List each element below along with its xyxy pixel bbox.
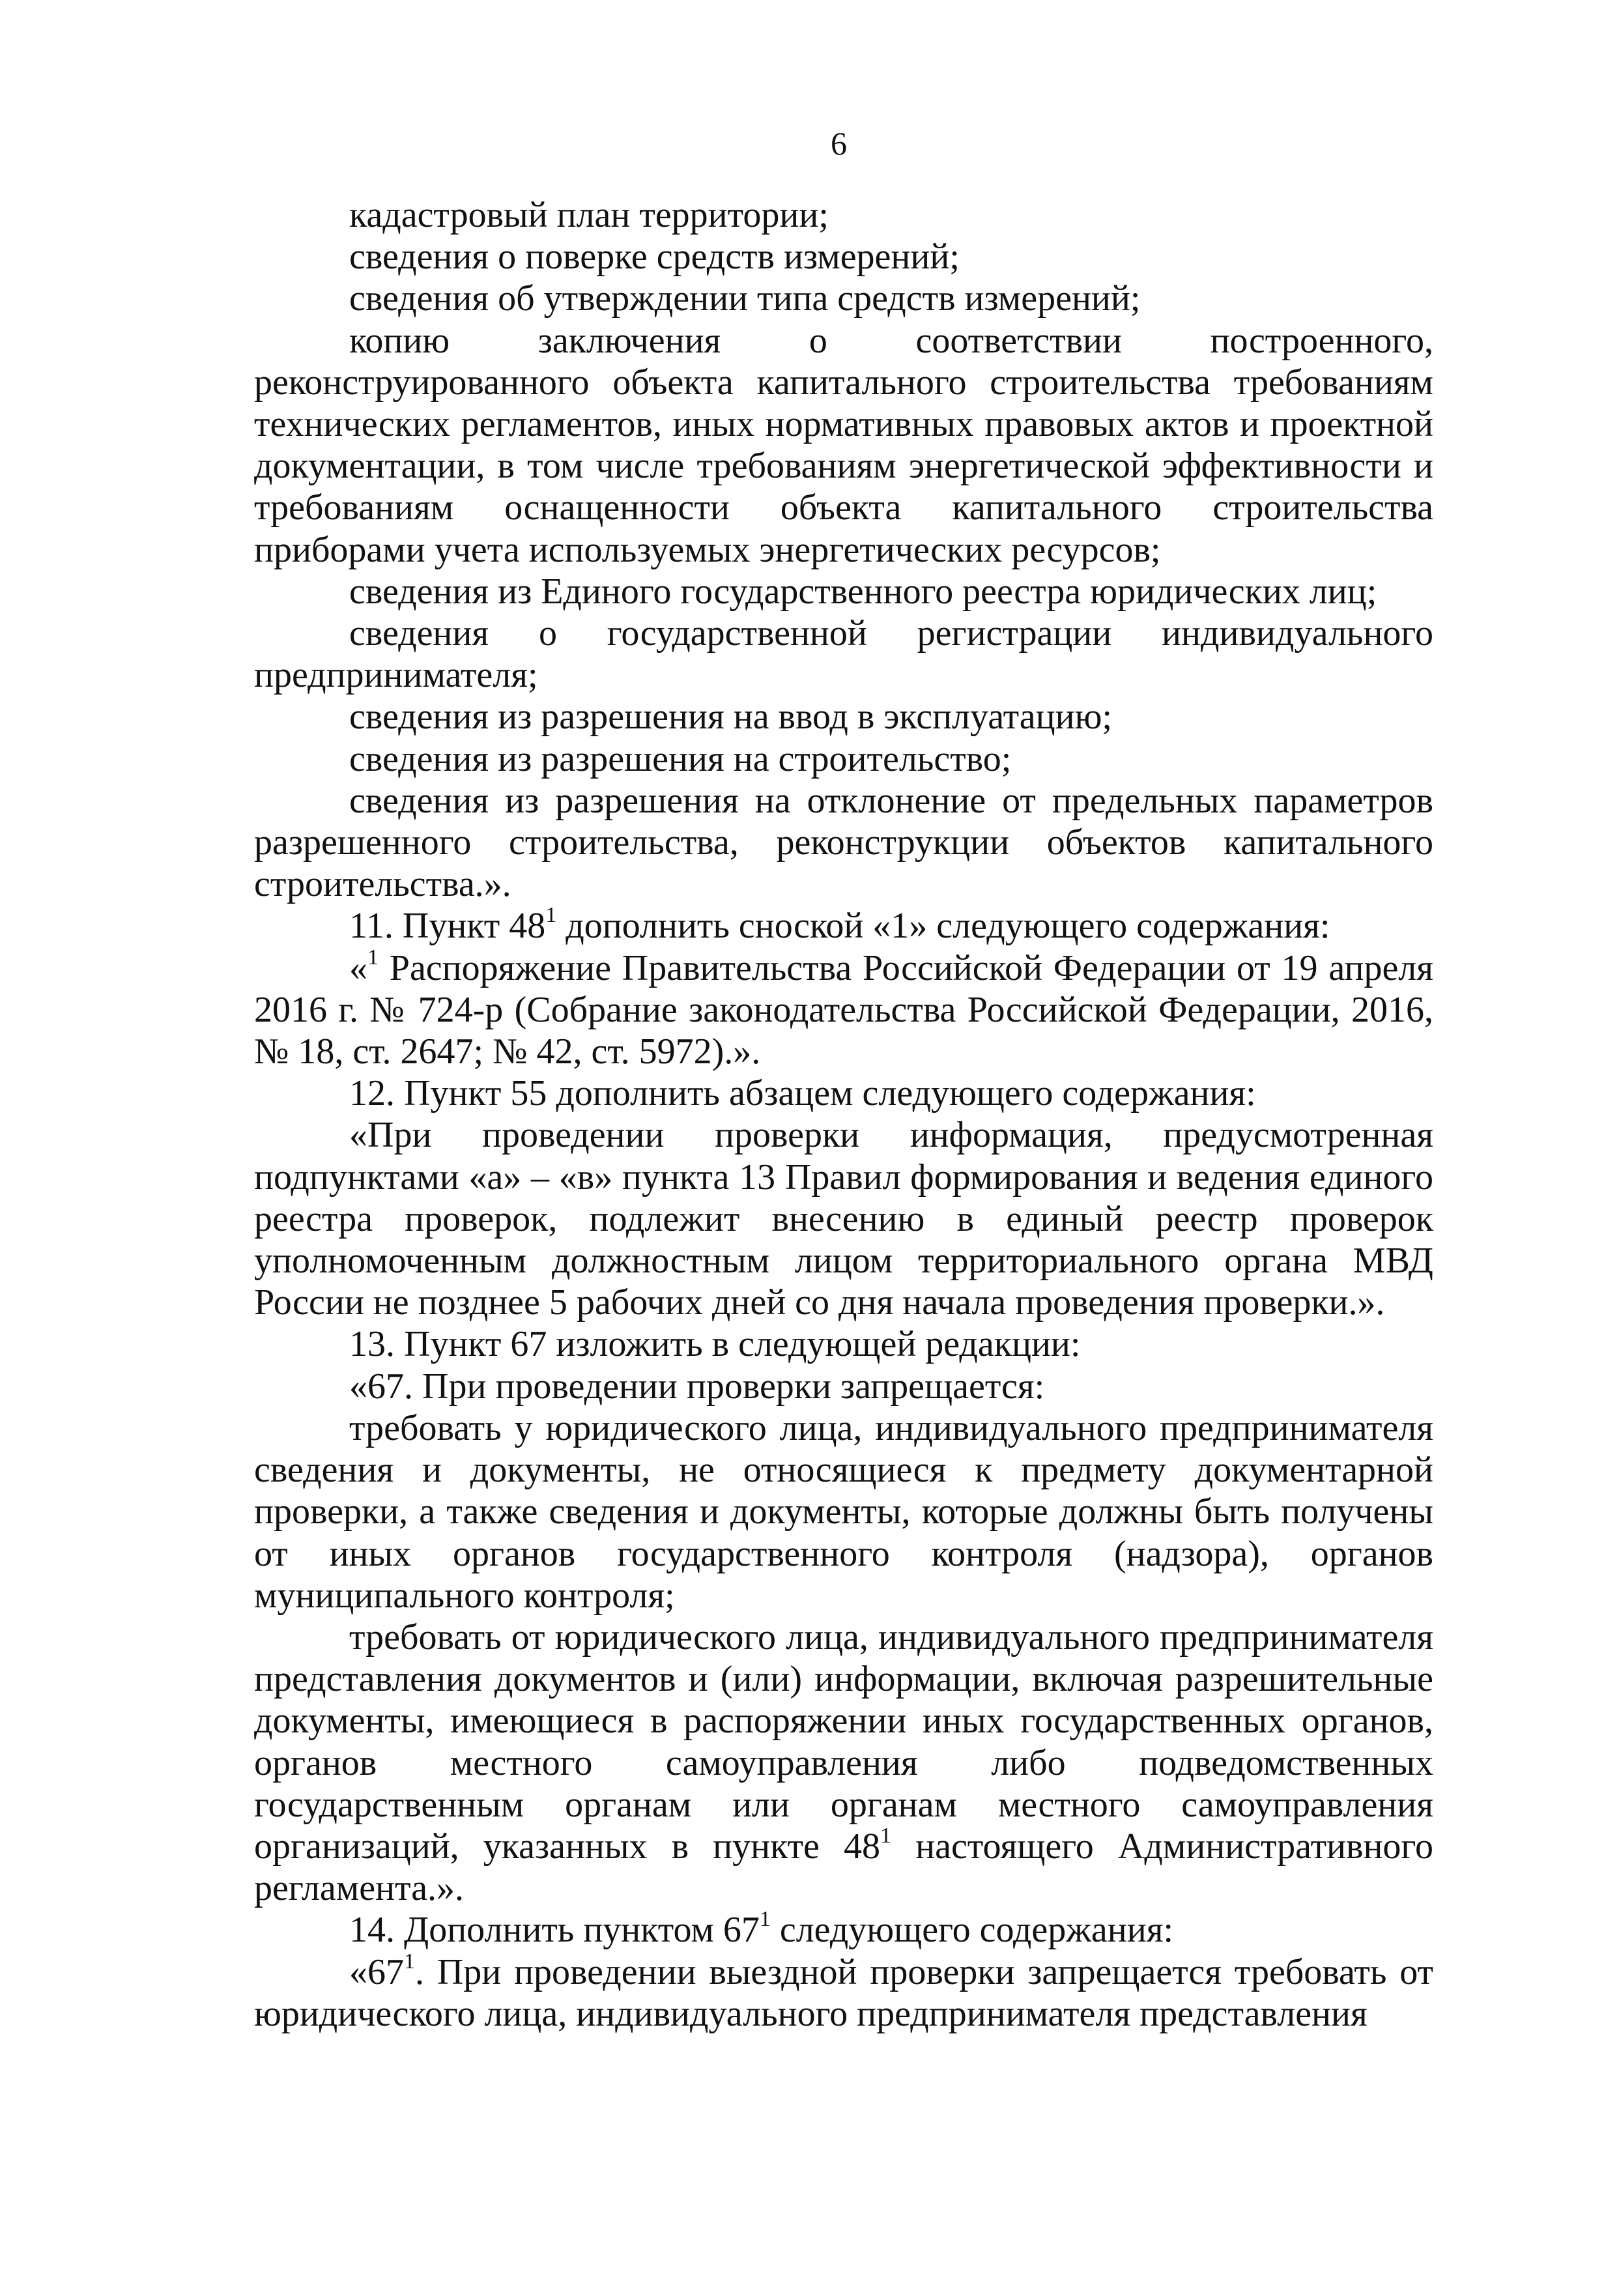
paragraph: копию заключения о соответствии построенного, реконструированного объекта капитального строительства требованиям технических регламентов, иных нормативных правовых актов и проектной документации, в том числе требованиям энергетической эффективности и требованиям оснащенности объекта капитального строительства приборами учета используемых энергетических ресурсов;: [254, 320, 1433, 570]
superscript: 1: [759, 1907, 771, 1932]
paragraph: «67. При проведении проверки запрещается:: [349, 1366, 1045, 1407]
superscript: 1: [367, 945, 379, 969]
paragraph: «При проведении проверки информация, предусмотренная подпунктами «а» – «в» пункта 13 Правил формирования и ведения единого реестра проверок, подлежит внесению в единый реестр проверок уполномоченным должностным лицом территориального органа МВД России не позднее 5 рабочих дней со дня начала проведения проверки.».: [254, 1115, 1433, 1323]
footnote-paragraph: «$^1$ Распоряжение Правительства Российской Федерации от 19 апреля 2016 г. № 724-р (Собрание законодательства Российской Федерации, 2016, № 18, ст. 2647; № 42, ст. 5972).».: [254, 945, 1433, 1072]
paragraph: сведения из разрешения на строительство;: [349, 738, 1012, 779]
paragraph: сведения о государственной регистрации индивидуального предпринимателя;: [254, 613, 1433, 696]
paragraph: 13. Пункт 67 изложить в следующей редакции:: [349, 1324, 1081, 1365]
paragraph: сведения об утверждении типа средств измерений;: [349, 278, 1141, 319]
paragraph: требовать от юридического лица, индивидуального предпринимателя представления документов и (или) информации, включая разрешительные документы, имеющиеся в распоряжении иных государственных органов, органов местного самоуправления либо подведомственных государственным органам или органам местного самоуправления организаций, указанных в пункте $48^1$ настоящего Административного регламента.».: [254, 1616, 1434, 1909]
paragraph: 12. Пункт 55 дополнить абзацем следующего содержания:: [349, 1073, 1256, 1114]
paragraph-item-11: 11. Пункт $48^1$ дополнить сноской «1» следующего содержания:: [349, 903, 1330, 947]
paragraph-item-14: 14. Дополнить пунктом $67^1$ следующего содержания:: [349, 1907, 1174, 1951]
paragraph: сведения из разрешения на отклонение от предельных параметров разрешенного строительства, реконструкции объектов капитального строительства.».: [254, 780, 1433, 905]
paragraph: требовать у юридического лица, индивидуального предпринимателя сведения и документы, не относящиеся к предмету документарной проверки, а также сведения и документы, которые должны быть получены от иных органов государственного контроля (надзора), органов муниципального контроля;: [254, 1407, 1433, 1616]
paragraph: кадастровый план территории;: [349, 195, 829, 235]
superscript: 1: [404, 1949, 415, 1973]
paragraph: сведения о поверке средств измерений;: [349, 237, 960, 278]
superscript: 1: [880, 1823, 892, 1848]
page-number: 6: [831, 125, 847, 162]
paragraph: сведения из разрешения на ввод в эксплуатацию;: [349, 696, 1112, 738]
paragraph: «$67^1$. При проведении выездной проверки запрещается требовать от юридического лица, индивидуального предпринимателя представления: [254, 1949, 1433, 2034]
superscript: 1: [545, 903, 557, 928]
document-body: [254, 194, 1433, 2035]
paragraph: сведения из Единого государственного реестра юридических лиц;: [349, 571, 1377, 612]
